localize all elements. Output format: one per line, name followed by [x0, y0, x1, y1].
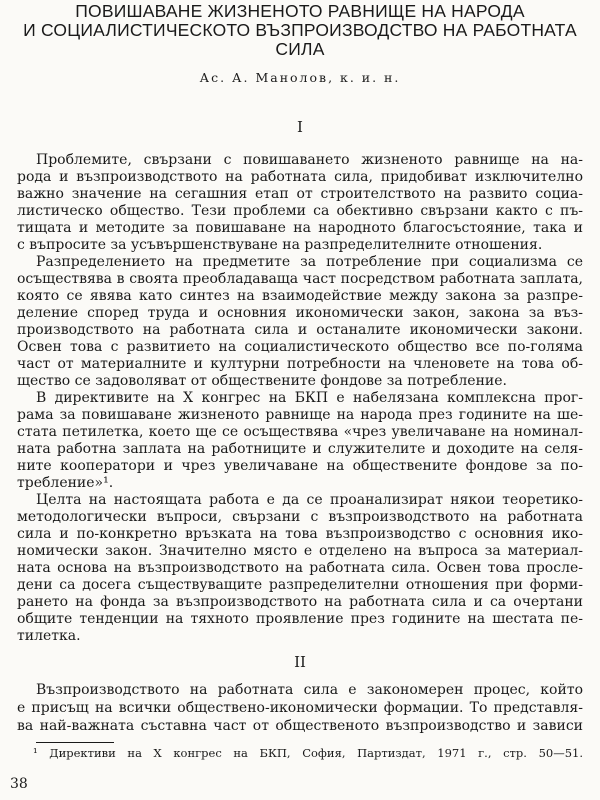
text-line: Възпроизводството на работната сила е закономерен процес, който — [36, 682, 583, 698]
section-heading: II — [294, 653, 306, 671]
text-line: рода и възпроизводството на работната сила, придобиват изключително — [17, 169, 583, 185]
section-heading: I — [297, 118, 303, 136]
text-line: тилетка. — [17, 628, 81, 644]
title-line: СИЛА — [275, 39, 325, 59]
footnote-text: ¹ Директиви на X конгрес на БКП, София, Партиздат, 1971 г., стр. 50—51. — [33, 746, 583, 760]
text-line: е присъщ на всички обществено-икономически формации. То представля- — [17, 700, 583, 716]
text-line: методологически въпроси, свързани с възпроизводството на работната — [17, 509, 583, 525]
text-line: В директивите на X конгрес на БКП е набелязана комплексна прог- — [36, 390, 583, 406]
page-number: 38 — [10, 776, 28, 792]
text-line: производството на работната сила и останалите икономически закони. — [17, 322, 583, 338]
text-line: част от материалните и културни потребности на членовете на това об- — [17, 356, 583, 372]
footnote-divider — [36, 742, 114, 743]
text-line: ната работна заплата на работниците и служителите и доходите на селя- — [17, 441, 583, 457]
text-line: требление»¹. — [17, 475, 114, 491]
text-line: тищата и методите за повишаване на народното благосъстояние, така и — [17, 220, 583, 236]
footnote — [0, 745, 600, 761]
text-line: деление според труда и основния икономически закон, закона за въз- — [17, 305, 583, 321]
text-line: която се явява като синтез на взаимодействие между закона за разпре- — [17, 288, 583, 304]
text-line: дени са досега съществуващите разпределителни отношения при форми- — [17, 577, 583, 593]
title-line: И СОЦИАЛИСТИЧЕСКОТО ВЪЗПРОИЗВОДСТВО НА РАБОТНАТА — [23, 20, 577, 40]
text-line: Освен това с развитието на социалистическото общество все по-голяма — [17, 339, 583, 355]
text-line: стата петилетка, което ще се осъществява «чрез увеличаване на номинал- — [17, 424, 583, 440]
text-line: номически закон. Значително място е отделено на въпроса за материал- — [17, 543, 583, 559]
text-line: рама за повишаване жизненото равнище на народа през годините на ше- — [17, 407, 583, 423]
text-line: ната основа на възпроизводството на работната сила. Освен това просле- — [17, 560, 583, 576]
text-line: Разпределението на предметите за потребление при социализма се — [36, 254, 583, 270]
text-line: важно значение на сегашния етап от строителството на развито социа- — [17, 186, 583, 202]
article-title — [0, 2, 600, 59]
text-line: сила и по-конкретно връзката на това възпроизводство с основния ико- — [17, 526, 583, 542]
text-line: Целта на настоящата работа е да се проанализират някои теоретико- — [36, 492, 583, 508]
title-line: ПОВИШАВАНЕ ЖИЗНЕНОТО РАВНИЩЕ НА НАРОДА — [75, 1, 525, 21]
text-line: листическо общество. Тези проблеми са обективно свързани както с пъ- — [17, 203, 583, 219]
text-line: щество се задоволяват от обществените фондове за потребление. — [17, 373, 507, 389]
text-line: рането на фонда за възпроизводството на работната сила и са очертани — [17, 594, 583, 610]
author-line: Ас. А. Манолов, к. и. н. — [199, 70, 401, 85]
text-line: с въпросите за усъвършенствуване на разпределителните отношения. — [17, 237, 543, 253]
text-line: ва най-важната съставна част от общественото възпроизводство и зависи — [17, 718, 583, 734]
text-line: общите тенденции на тяхното проявление през годините на шестата пе- — [17, 611, 583, 627]
text-line: ните кооператори и чрез увеличаване на обществените фондове за по- — [17, 458, 583, 474]
text-line: Проблемите, свързани с повишаването жизненото равнище на на- — [36, 152, 583, 168]
text-line: осъществява в своята преобладаваща част посредством работната заплата, — [17, 271, 583, 287]
